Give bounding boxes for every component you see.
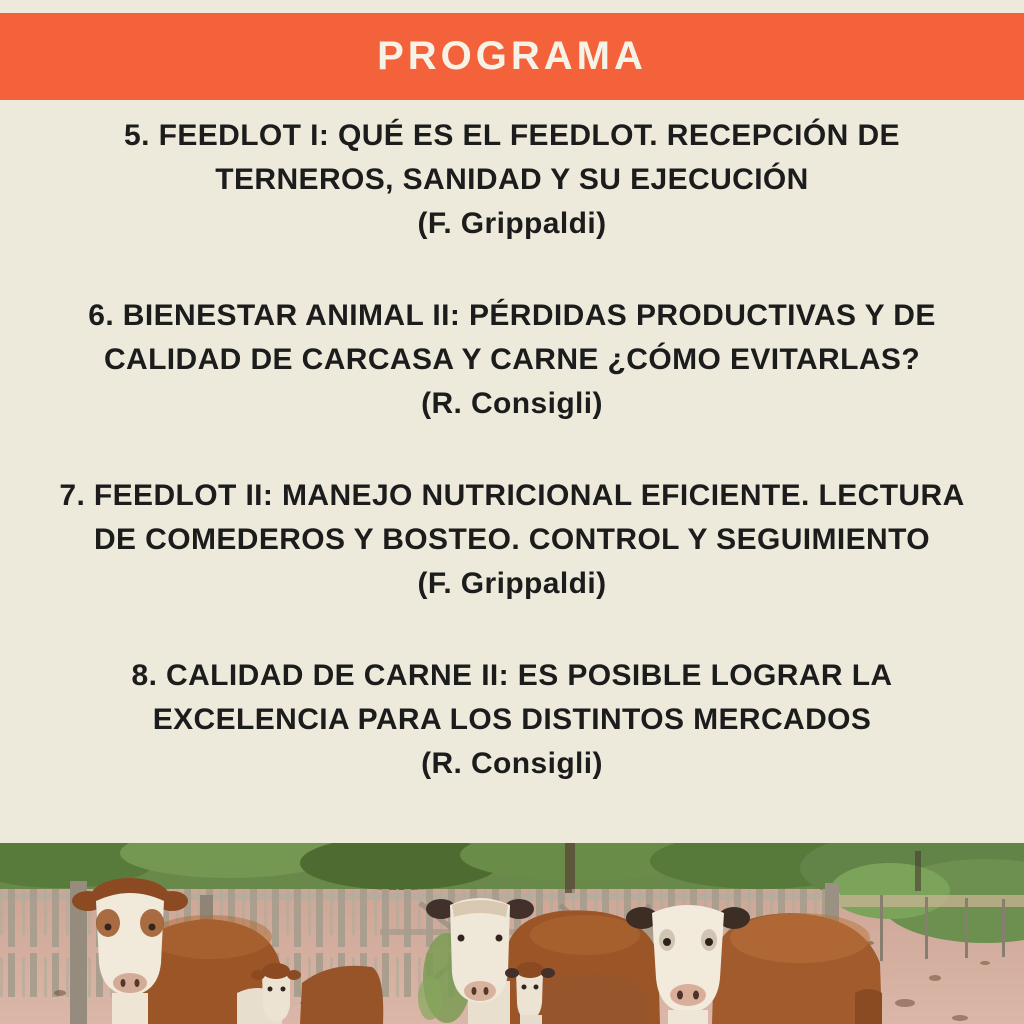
program-item-speaker: (R. Consigli): [421, 747, 603, 780]
program-item-title-line: 8. CALIDAD DE CARNE II: ES POSIBLE LOGRAR LA: [131, 659, 893, 692]
program-item-speaker: (F. Grippaldi): [417, 207, 607, 240]
page-title: PROGRAMA: [377, 34, 647, 78]
header-banner: [0, 13, 1024, 100]
cattle-photo-scene: [0, 843, 1024, 1024]
program-item-title-line: DE COMEDEROS Y BOSTEO. CONTROL Y SEGUIMIENTO: [93, 523, 931, 556]
program-item-speaker: (R. Consigli): [421, 387, 603, 420]
program-item-speaker: (F. Grippaldi): [417, 567, 607, 600]
program-item: [14, 114, 1010, 246]
top-margin-strip: [0, 0, 1024, 13]
program-item: [14, 294, 1010, 426]
dry-grass-strip: [820, 895, 1024, 907]
program-item-title-line: 5. FEEDLOT I: QUÉ ES EL FEEDLOT. RECEPCIÓN DE: [124, 119, 900, 152]
cattle-photo: [0, 843, 1024, 1024]
program-item-title-line: CALIDAD DE CARCASA Y CARNE ¿CÓMO EVITARLAS?: [103, 343, 921, 376]
program-item-title-line: TERNEROS, SANIDAD Y SU EJECUCIÓN: [215, 163, 809, 196]
program-item-title-line: EXCELENCIA PARA LOS DISTINTOS MERCADOS: [152, 703, 872, 736]
program-item: [14, 474, 1010, 606]
program-item-title-line: 7. FEEDLOT II: MANEJO NUTRICIONAL EFICIENTE. LECTURA: [59, 479, 965, 512]
program-list: [0, 100, 1024, 843]
program-item-title-line: 6. BIENESTAR ANIMAL II: PÉRDIDAS PRODUCTIVAS Y DE: [88, 299, 936, 332]
program-item: [14, 654, 1010, 786]
